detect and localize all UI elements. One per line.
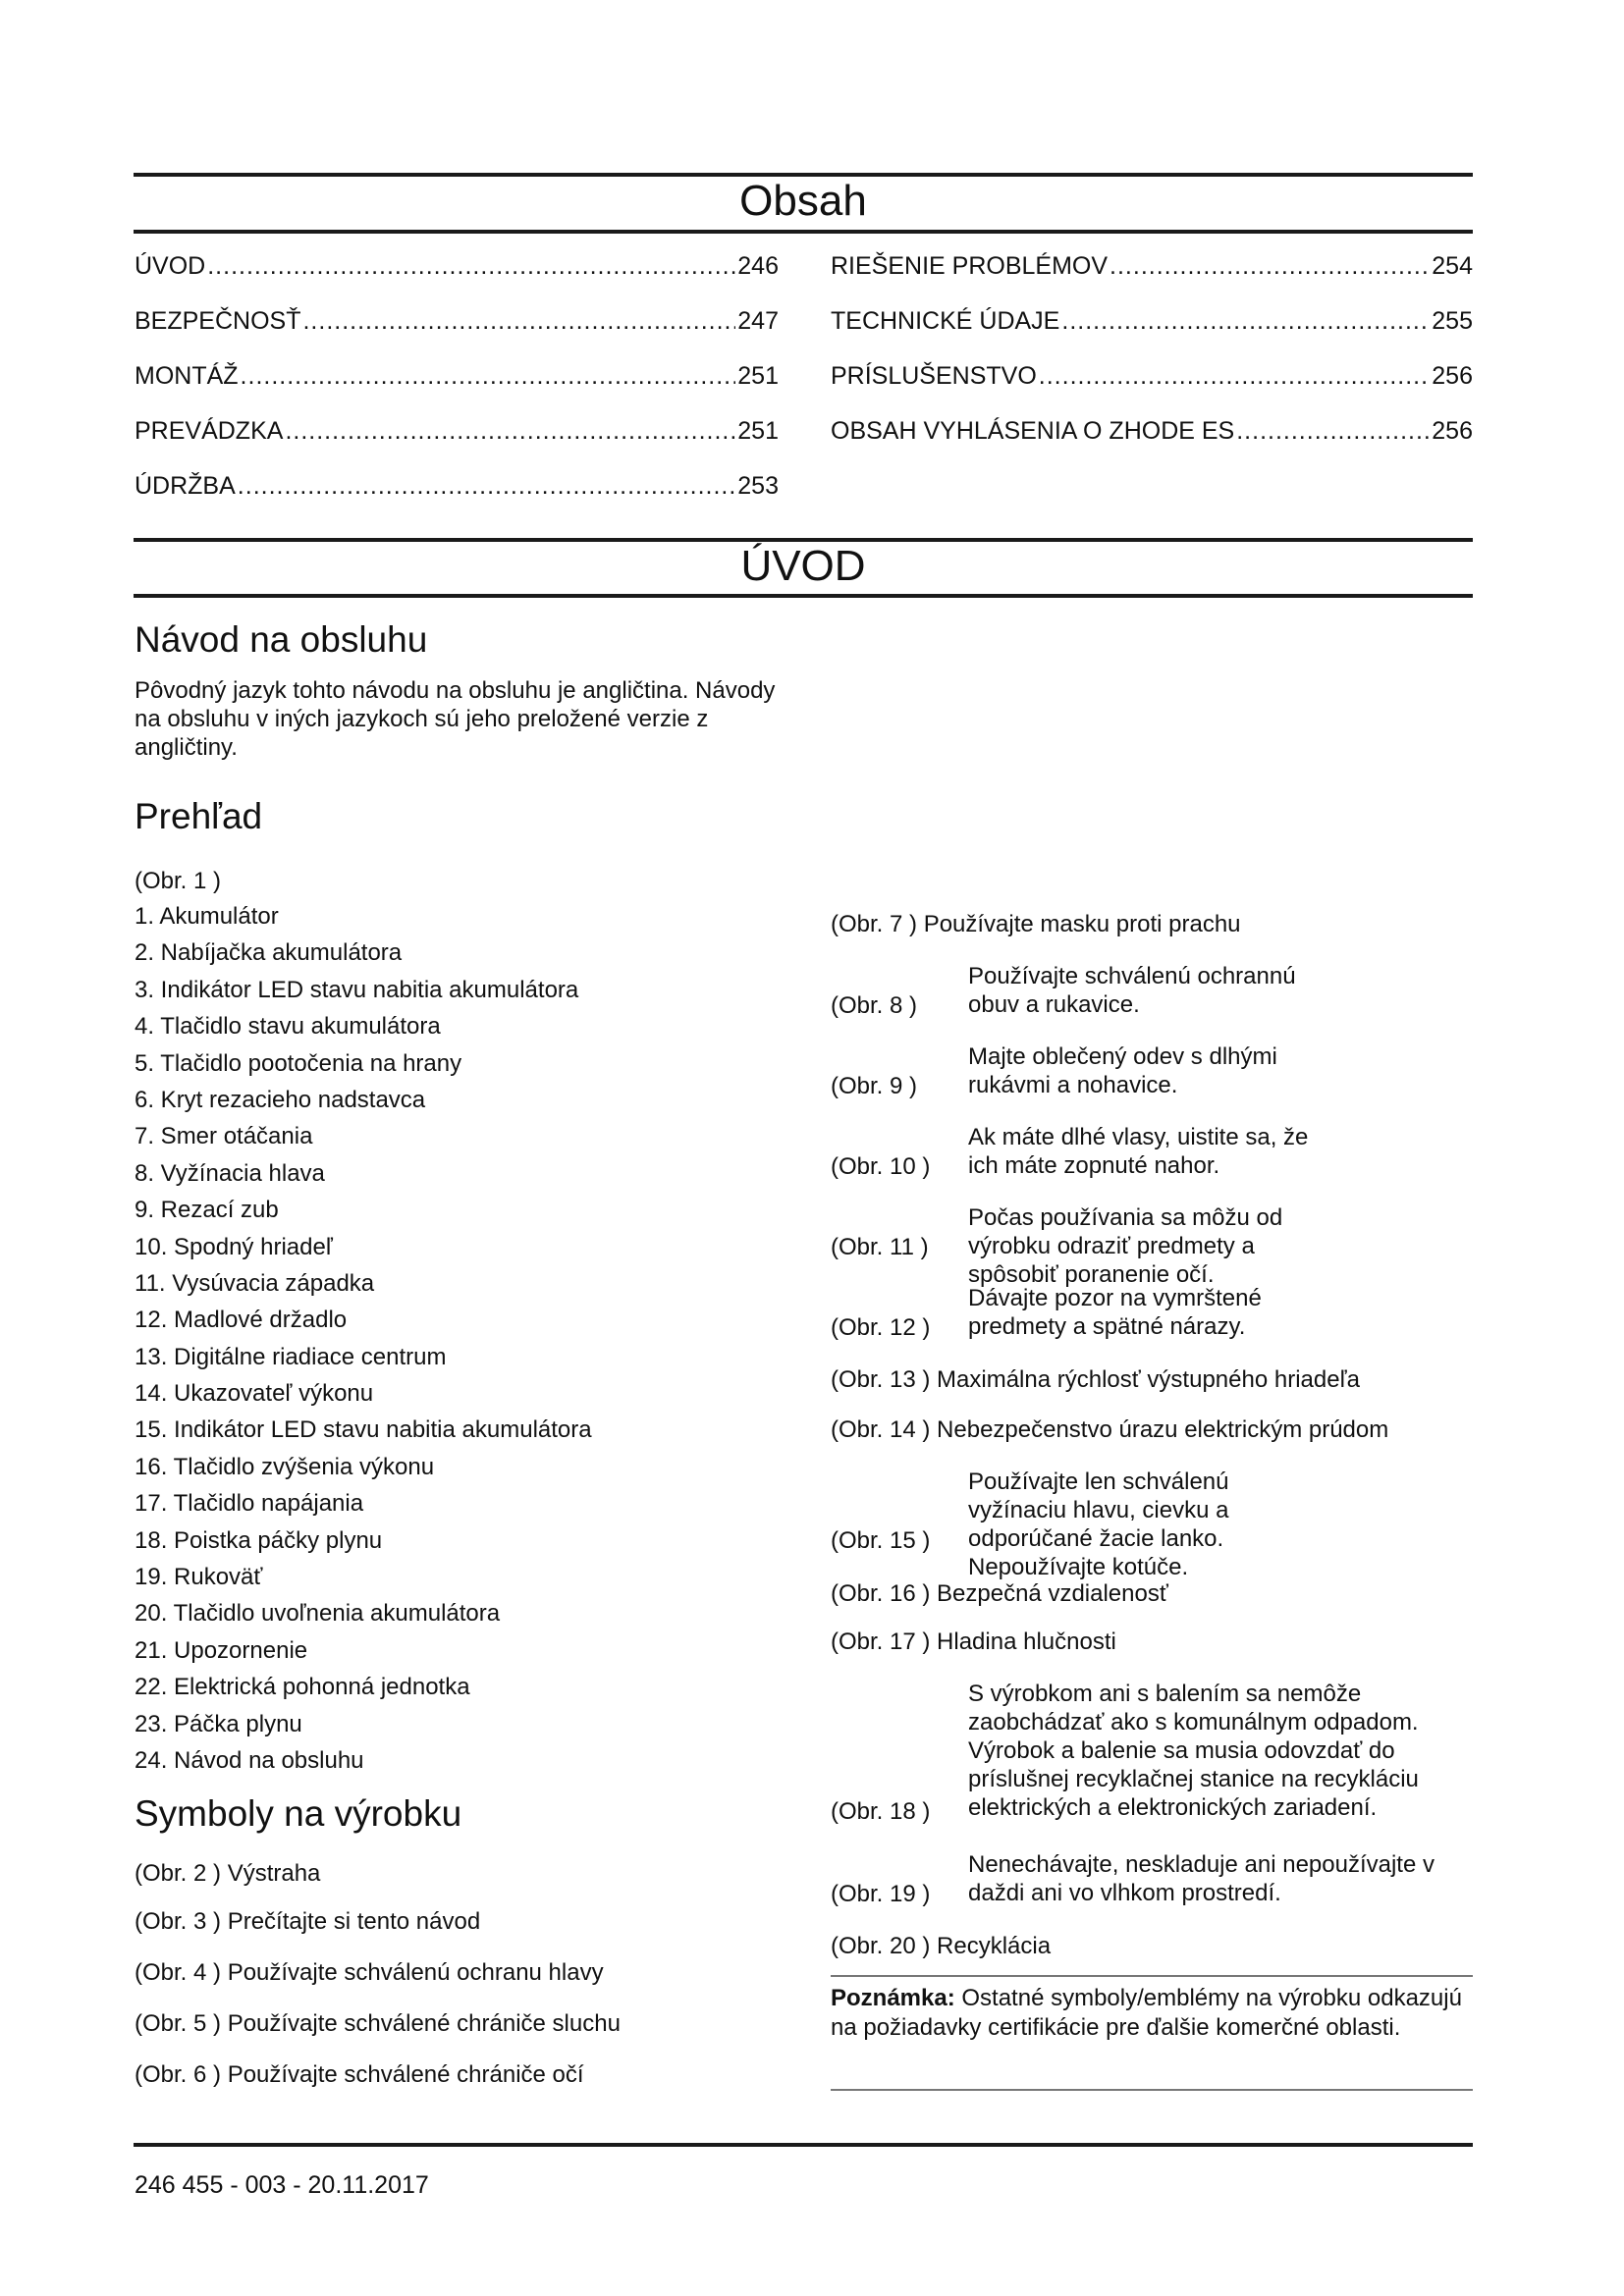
symbol-text: Dávajte pozor na vymrštené predmety a spätné nárazy.: [968, 1285, 1262, 1340]
toc-entry-page: 256: [1432, 417, 1473, 445]
overview-heading: Prehľad: [135, 796, 263, 836]
symbol-text: Používajte schválenú ochrannú obuv a rukavice.: [968, 963, 1296, 1018]
toc-entry[interactable]: [135, 307, 779, 336]
manual-heading: Návod na obsluhu: [135, 619, 428, 660]
note-label: Poznámka:: [831, 1985, 955, 2011]
toc-entry[interactable]: [831, 417, 1473, 446]
section-title: ÚVOD: [740, 542, 866, 590]
toc-leader-dots: [285, 417, 735, 446]
section-bottom-rule: [134, 594, 1473, 598]
list-item: 14. Ukazovateľ výkonu: [135, 1380, 374, 1408]
list-item: 16. Tlačidlo zvýšenia výkonu: [135, 1453, 435, 1480]
symbol-entry: (Obr. 4 ) Používajte schválenú ochranu hlavy: [135, 1959, 604, 1986]
manual-text: Pôvodný jazyk tohto návodu na obsluhu je angličtina. Návody na obsluhu v iných jazykoch sú jeho preložené verzie z angličtiny.: [135, 677, 776, 761]
toc-entry-label: RIEŠENIE PROBLÉMOV: [831, 252, 1109, 280]
symbol-entry: (Obr. 14 ) Nebezpečenstvo úrazu elektrickým prúdom: [831, 1416, 1389, 1443]
symbol-text: Nenechávajte, neskladuje ani nepoužívajte v daždi ani vo vlhkom prostredí.: [968, 1851, 1435, 1906]
toc-entry-label: ÚDRŽBA: [135, 472, 236, 500]
symbol-label: (Obr. 12 ): [831, 1314, 931, 1341]
toc-entry-label: PREVÁDZKA: [135, 417, 284, 445]
footer-doc-id: 246 455 - 003 - 20.11.2017: [135, 2171, 429, 2199]
toc-entry-label: OBSAH VYHLÁSENIA O ZHODE ES: [831, 417, 1235, 445]
toc-entry[interactable]: [135, 472, 779, 501]
symbol-text: Ak máte dlhé vlasy, uistite sa, že ich máte zopnuté nahor.: [968, 1124, 1309, 1179]
note: [831, 1984, 1479, 2043]
symbol-entry: (Obr. 16 ) Bezpečná vzdialenosť: [831, 1580, 1168, 1607]
toc-title: Obsah: [739, 177, 867, 225]
symbol-label: (Obr. 9 ): [831, 1073, 918, 1099]
overview-figure-ref: (Obr. 1 ): [135, 868, 222, 894]
symbol-text: Používajte len schválenú vyžínaciu hlavu, cievku a odporúčané žacie lanko. Nepoužívajte kotúče.: [968, 1468, 1229, 1580]
list-item: 17. Tlačidlo napájania: [135, 1490, 364, 1518]
list-item: 20. Tlačidlo uvoľnenia akumulátora: [135, 1600, 501, 1628]
toc-entry-label: BEZPEČNOSŤ: [135, 307, 301, 335]
toc-entry-label: ÚVOD: [135, 252, 206, 280]
symbol-label: (Obr. 10 ): [831, 1153, 931, 1180]
list-item: 1. Akumulátor: [135, 903, 279, 930]
footer-rule: [134, 2143, 1473, 2147]
toc-entry[interactable]: [135, 417, 779, 446]
list-item: 7. Smer otáčania: [135, 1123, 313, 1150]
toc-leader-dots: [241, 362, 736, 391]
list-item: 12. Madlové držadlo: [135, 1307, 348, 1334]
toc-leader-dots: [1061, 307, 1430, 336]
toc-entry-label: MONTÁŽ: [135, 362, 239, 390]
toc-entry[interactable]: [831, 362, 1473, 391]
toc-entry-page: 246: [737, 252, 779, 280]
toc-entry[interactable]: [831, 252, 1473, 281]
note-bottom-rule: [831, 2089, 1473, 2091]
list-item: 11. Vysúvacia západka: [135, 1269, 375, 1297]
symbol-entry: (Obr. 20 ) Recyklácia: [831, 1933, 1052, 1959]
symbol-label: (Obr. 11 ): [831, 1234, 929, 1260]
overview-list: [135, 898, 592, 1779]
list-item: 13. Digitálne riadiace centrum: [135, 1343, 447, 1370]
list-item: 15. Indikátor LED stavu nabitia akumulátora: [135, 1416, 592, 1444]
symbol-entry: (Obr. 7 ) Používajte masku proti prachu: [831, 911, 1241, 937]
symbol-entry: (Obr. 17 ) Hladina hlučnosti: [831, 1629, 1116, 1655]
symbol-text: Počas používania sa môžu od výrobku odraziť predmety a spôsobiť poranenie očí.: [968, 1204, 1283, 1288]
toc-leader-dots: [207, 252, 735, 281]
symbol-entry: (Obr. 13 ) Maximálna rýchlosť výstupného hriadeľa: [831, 1366, 1360, 1393]
note-top-rule: [831, 1975, 1473, 1977]
list-item: 9. Rezací zub: [135, 1197, 279, 1224]
list-item: 19. Rukoväť: [135, 1564, 263, 1591]
list-item: 8. Vyžínacia hlava: [135, 1159, 325, 1187]
list-item: 22. Elektrická pohonná jednotka: [135, 1674, 470, 1701]
symbol-label: (Obr. 19 ): [831, 1881, 931, 1907]
list-item: 2. Nabíjačka akumulátora: [135, 939, 403, 967]
toc-entry-label: PRÍSLUŠENSTVO: [831, 362, 1037, 390]
toc-entry-label: TECHNICKÉ ÚDAJE: [831, 307, 1060, 335]
toc-entry-page: 255: [1432, 307, 1473, 335]
symbol-label: (Obr. 15 ): [831, 1527, 931, 1554]
toc-entry-page: 254: [1432, 252, 1473, 280]
toc-leader-dots: [1039, 362, 1431, 391]
list-item: 23. Páčka plynu: [135, 1710, 302, 1737]
toc-entry-page: 251: [737, 417, 779, 445]
list-item: 18. Poistka páčky plynu: [135, 1526, 383, 1554]
toc-bottom-rule: [134, 230, 1473, 234]
list-item: 3. Indikátor LED stavu nabitia akumulátora: [135, 976, 579, 1003]
note-text: Ostatné symboly/emblémy na výrobku odkazujú na požiadavky certifikácie pre ďalšie komerčné oblasti.: [831, 1985, 1462, 2041]
toc-leader-dots: [238, 472, 735, 501]
toc-entry-page: 253: [737, 472, 779, 500]
toc-entry-page: 247: [737, 307, 779, 335]
toc-entry-page: 256: [1432, 362, 1473, 390]
symbol-entry: (Obr. 6 ) Používajte schválené chrániče očí: [135, 2061, 584, 2088]
symbol-text: S výrobkom ani s balením sa nemôže zaobchádzať ako s komunálnym odpadom. Výrobok a balenie sa musia odovzdať do príslušnej recyklačnej stanice na recykláciu elektrických a elektronických zariadení.: [968, 1681, 1419, 1821]
list-item: 5. Tlačidlo pootočenia na hrany: [135, 1049, 462, 1077]
toc-leader-dots: [1236, 417, 1430, 446]
toc-entry[interactable]: [135, 252, 779, 281]
symbol-entry: (Obr. 2 ) Výstraha: [135, 1860, 321, 1887]
symbol-text: Majte oblečený odev s dlhými rukávmi a nohavice.: [968, 1043, 1277, 1098]
toc-entry[interactable]: [135, 362, 779, 391]
symbol-label: (Obr. 18 ): [831, 1798, 931, 1825]
toc-leader-dots: [302, 307, 735, 336]
list-item: 21. Upozornenie: [135, 1636, 308, 1664]
symbol-entry: (Obr. 5 ) Používajte schválené chrániče sluchu: [135, 2010, 621, 2037]
list-item: 4. Tlačidlo stavu akumulátora: [135, 1013, 441, 1041]
toc-entry-page: 251: [737, 362, 779, 390]
symbol-label: (Obr. 8 ): [831, 992, 918, 1019]
list-item: 24. Návod na obsluhu: [135, 1746, 364, 1774]
toc-entry[interactable]: [831, 307, 1473, 336]
list-item: 10. Spodný hriadeľ: [135, 1233, 333, 1260]
toc-leader-dots: [1110, 252, 1430, 281]
symbols-heading: Symboly na výrobku: [135, 1793, 462, 1834]
symbol-entry: (Obr. 3 ) Prečítajte si tento návod: [135, 1908, 481, 1935]
list-item: 6. Kryt rezacieho nadstavca: [135, 1086, 426, 1113]
